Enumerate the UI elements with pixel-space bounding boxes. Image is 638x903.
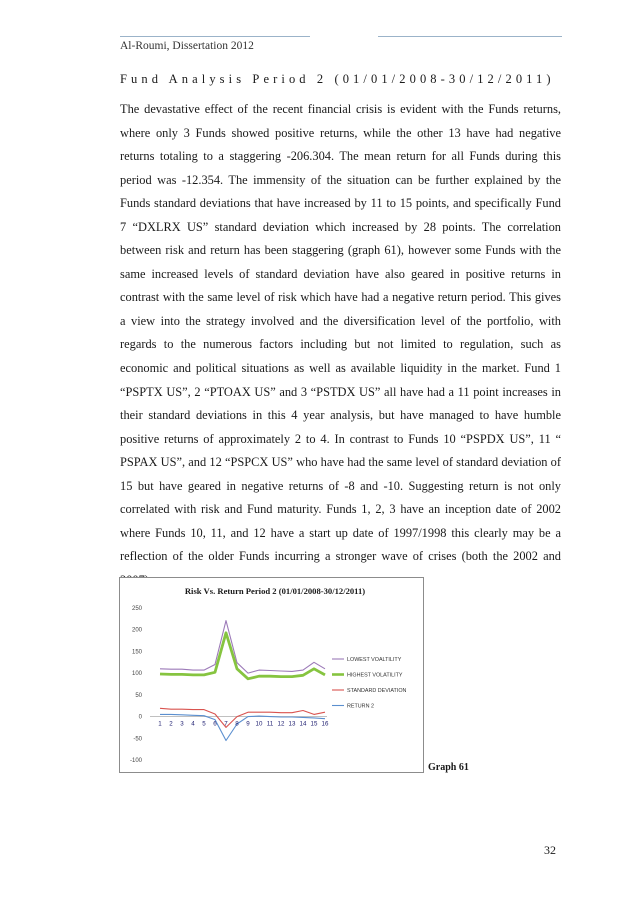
y-tick-label: 150 xyxy=(131,649,142,656)
y-tick-label: 100 xyxy=(131,671,142,678)
y-tick-label: -50 xyxy=(133,736,142,743)
x-tick-label: 8 xyxy=(235,720,239,728)
chart-title: Risk Vs. Return Period 2 (01/01/2008-30/12/2011) xyxy=(184,586,366,596)
header-rule-left xyxy=(120,36,310,37)
x-tick-label: 1 xyxy=(158,720,162,728)
x-tick-label: 7 xyxy=(224,720,228,728)
x-tick-label: 15 xyxy=(310,720,318,728)
x-tick-label: 14 xyxy=(299,720,307,728)
y-tick-label: 50 xyxy=(135,692,142,699)
page-number: 32 xyxy=(544,843,556,857)
chart-legend xyxy=(332,657,407,710)
x-tick-label: 6 xyxy=(213,720,217,728)
x-tick-label: 3 xyxy=(180,720,184,728)
x-tick-label: 10 xyxy=(255,720,263,728)
x-tick-label: 4 xyxy=(191,720,195,728)
y-tick-label: 250 xyxy=(131,606,142,612)
graph-caption: Graph 61 xyxy=(428,762,469,773)
x-tick-label: 12 xyxy=(277,720,285,728)
x-tick-label: 9 xyxy=(246,720,250,728)
legend-label: HIGHEST VOLATILITY xyxy=(347,672,403,679)
x-axis-ticks xyxy=(158,721,329,728)
series-line-1 xyxy=(160,621,325,674)
body-paragraph: The devastative effect of the recent financial crisis is evident with the Funds returns, where only 3 Funds showed positive returns, while the other 13 have had negative returns totaling to a staggering -206.304. The mean return for all Funds during this period was -12.354. The immensity of the situation can be further explained by the Funds standard deviations that have increased by 11 to 15 points, and specifically Fund 7 “DXLRX US” standard deviation which increased by 28 points. The correlation between risk and return has been staggering (graph 61), however some Funds with the same increased levels of standard deviation have also geared in positive returns in contrast with the same level of risk which have had a negative return period. This gives a view into the strategy involved and the diversification level of the portfolio, with regards to the numerous factors including but not limited to regulation, such as economic and political situations as well as available liquidity in the market. Fund 1 “PSPTX US”, 2 “PTOAX US” and 3 “PSTDX US” all have had a 11 point increases in their standard deviations in this 4 year analysis, but have managed to have humble positive returns of approximately 2 to 4. In contrast to Funds 10 “PSPDX US”, 11 “ PSPAX US”, and 12 “PSPCX US” who have had the same level of standard deviation of 15 but have geared in negative returns of -8 and -10. Suggesting return is not only correlated with risk and Fund maturity. Funds 1, 2, 3 have an inception date of 2002 where Funds 10, 11, and 12 have a start up date of 1997/1998 this clearly may be a reflection of the older Funds incurring a stronger wave of crises (both the 2002 and xyxy=(120,102,561,564)
legend-label: RETURN 2 xyxy=(347,703,374,710)
y-axis xyxy=(130,606,143,764)
legend-label: STANDARD DEVIATION xyxy=(347,688,407,694)
x-tick-label: 5 xyxy=(202,720,206,728)
y-tick-label: -100 xyxy=(129,758,142,764)
y-tick-label: 200 xyxy=(131,627,142,634)
series-line-2 xyxy=(160,633,325,679)
y-tick-label: 0 xyxy=(138,714,142,721)
risk-return-chart xyxy=(119,577,424,773)
running-header: Al-Roumi, Dissertation 2012 xyxy=(120,40,254,52)
x-tick-label: 16 xyxy=(321,720,329,728)
header-rule-right xyxy=(378,36,562,37)
x-tick-label: 13 xyxy=(288,720,296,728)
x-tick-label: 2 xyxy=(169,720,173,728)
x-tick-label: 11 xyxy=(266,720,274,728)
chart-svg xyxy=(120,578,423,772)
section-heading: Fund Analysis Period 2 (01/01/2008-30/12/2011) xyxy=(120,72,555,86)
legend-label: LOWEST VOALTILITY xyxy=(347,657,402,663)
